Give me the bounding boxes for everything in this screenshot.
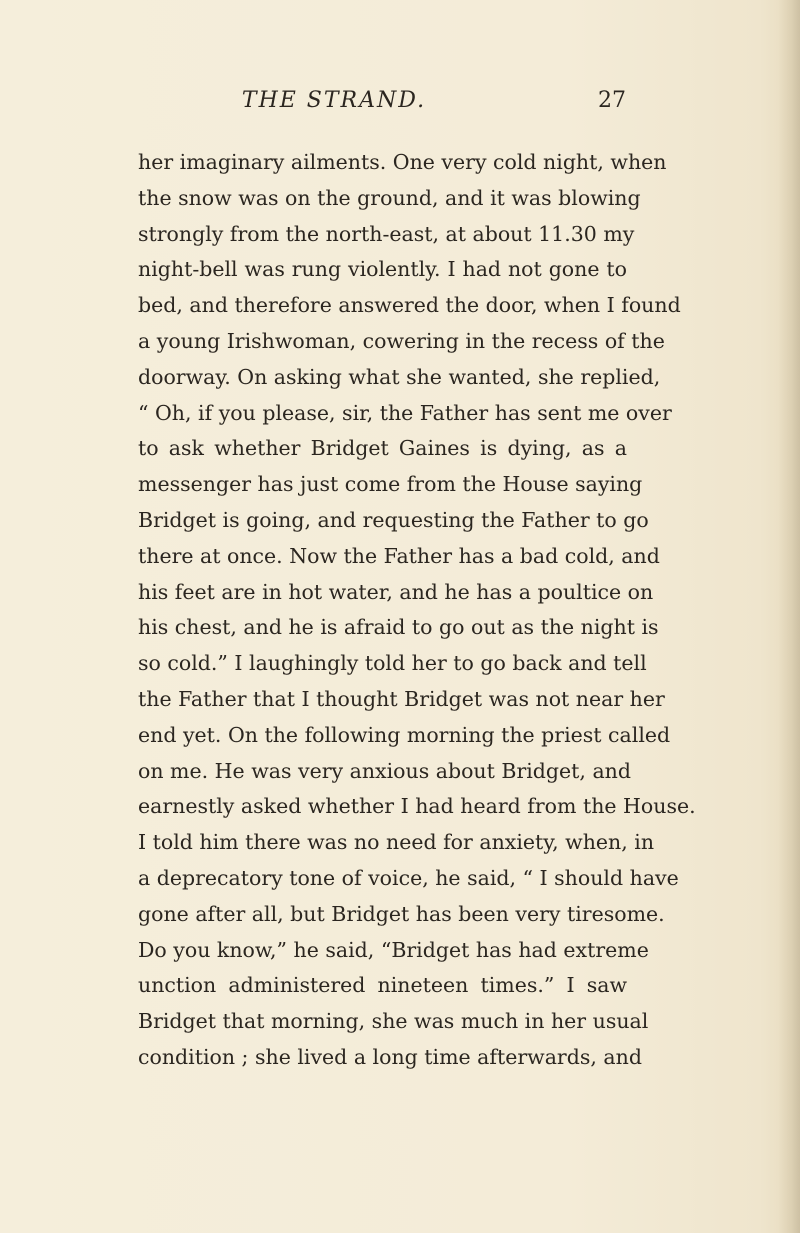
text-line: a deprecatory tone of voice, he said, “ I should have: [138, 865, 679, 890]
text-line: strongly from the north-east, at about 11.30 my: [138, 221, 635, 246]
page-edge-shadow: [778, 0, 800, 1233]
text-line: bed, and therefore answered the door, when I found: [138, 293, 681, 318]
text-line: his chest, and he is afraid to go out as the night is: [138, 615, 659, 640]
text-line: condition ; she lived a long time afterwards, and: [138, 1044, 642, 1069]
text-line: end yet. On the following morning the priest called: [138, 722, 671, 747]
text-line: earnestly asked whether I had heard from the House.: [138, 794, 696, 819]
text-line: “ Oh, if you please, sir, the Father has sent me over: [138, 400, 672, 425]
text-line: Do you know,” he said, “Bridget has had extreme: [138, 937, 649, 962]
text-line: her imaginary ailments. One very cold night, when: [138, 150, 667, 174]
text-line: I told him there was no need for anxiety, when, in: [138, 830, 655, 855]
body-text: [138, 145, 696, 1076]
text-line: doorway. On asking what she wanted, she replied,: [138, 364, 661, 389]
text-line: unction administered nineteen times.” I saw: [138, 973, 627, 998]
running-title: THE STRAND.: [241, 88, 427, 113]
text-line: to ask whether Bridget Gaines is dying, as a: [138, 436, 627, 461]
text-line: the Father that I thought Bridget was not near her: [138, 686, 665, 711]
text-line: there at once. Now the Father has a bad cold, and: [138, 543, 660, 568]
text-line: on me. He was very anxious about Bridget, and: [138, 758, 631, 783]
text-line: Bridget that morning, she was much in her usual: [138, 1009, 649, 1034]
text-line: night-bell was rung violently. I had not gone to: [138, 257, 627, 282]
text-line: Bridget is going, and requesting the Father to go: [138, 507, 649, 532]
text-line: gone after all, but Bridget has been very tiresome.: [138, 901, 665, 926]
text-line: messenger has just come from the House saying: [138, 472, 643, 497]
text-line: a young Irishwoman, cowering in the recess of the: [138, 328, 665, 353]
page-number: 27: [598, 88, 626, 113]
running-head: [0, 88, 800, 118]
text-line: his feet are in hot water, and he has a poultice on: [138, 579, 654, 604]
text-line: so cold.” I laughingly told her to go back and tell: [138, 651, 647, 676]
text-line: the snow was on the ground, and it was blowing: [138, 185, 641, 210]
